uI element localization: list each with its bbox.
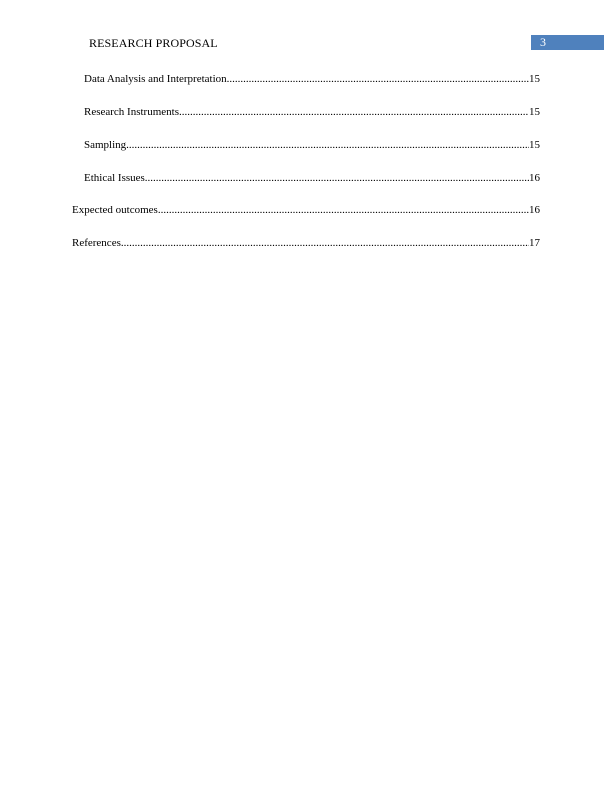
toc-entry-page: 16: [529, 172, 540, 184]
toc-entry-page: 16: [529, 204, 540, 216]
toc-entry-title: Ethical Issues: [84, 172, 145, 184]
toc-dot-leader: [158, 204, 529, 217]
toc-entry-title: Data Analysis and Interpretation: [84, 73, 227, 85]
toc-dot-leader: [227, 73, 529, 86]
toc-entry-page: 15: [529, 106, 540, 118]
toc-entry-title: References: [72, 237, 121, 249]
toc-dot-leader: [179, 106, 529, 119]
toc-entry-research-instruments[interactable]: [84, 106, 540, 119]
toc-dot-leader: [145, 172, 529, 185]
toc-entry-title: Research Instruments: [84, 106, 179, 118]
toc-dot-leader: [121, 237, 529, 250]
page-number-badge: [531, 35, 604, 50]
running-head: RESEARCH PROPOSAL: [89, 36, 218, 50]
page-number: 3: [540, 35, 546, 49]
toc-entry-expected-outcomes[interactable]: [72, 204, 540, 217]
toc-entry-page: 15: [529, 139, 540, 151]
toc-entry-ethical-issues[interactable]: [84, 172, 540, 185]
toc-entry-title: Sampling: [84, 139, 127, 151]
toc-entry-page: 17: [529, 237, 540, 249]
toc-entry-sampling[interactable]: [84, 139, 540, 152]
toc-entry-references[interactable]: [72, 237, 540, 250]
toc-dot-leader: [126, 139, 529, 152]
toc-entry-page: 15: [529, 73, 540, 85]
toc-entry-data-analysis[interactable]: [84, 73, 540, 86]
toc-entry-title: Expected outcomes: [72, 204, 158, 216]
